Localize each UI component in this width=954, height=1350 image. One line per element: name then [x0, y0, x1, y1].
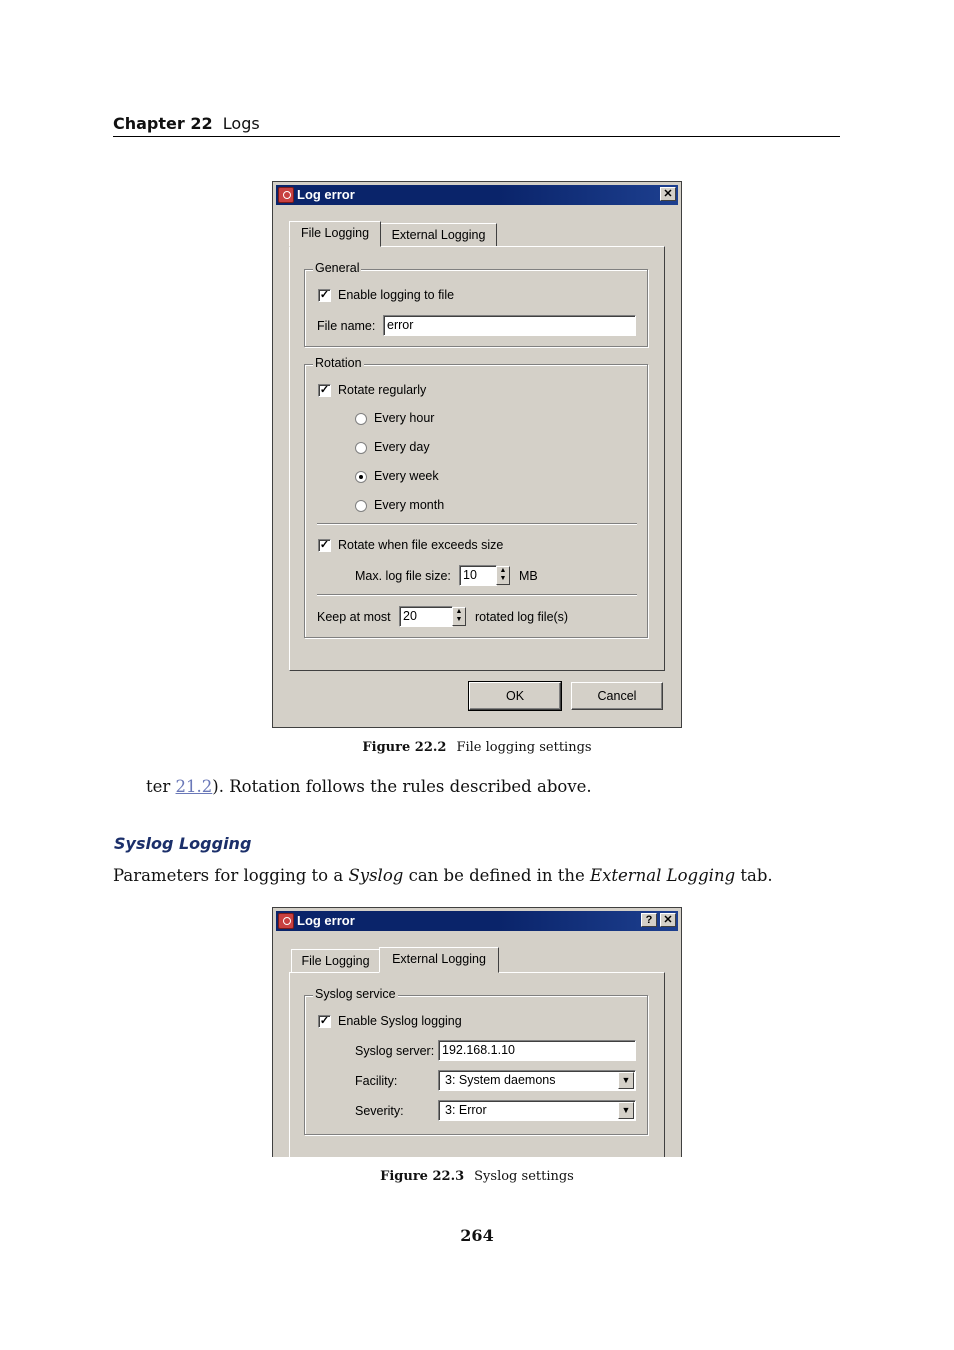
caption-text: File logging settings	[456, 740, 592, 755]
keep-label: Keep at most	[317, 610, 391, 624]
severity-label: Severity:	[355, 1104, 404, 1118]
facility-value: 3: System daemons	[445, 1073, 556, 1087]
help-icon[interactable]: ?	[641, 913, 657, 927]
body2-syslog: Syslog	[348, 866, 404, 885]
max-size-input[interactable]: 10	[459, 565, 497, 586]
body1-suffix: ). Rotation follows the rules described above.	[212, 777, 592, 796]
chevron-down-icon[interactable]: ▼	[618, 1072, 634, 1089]
app-icon-2	[278, 913, 294, 929]
dialog-titlebar-2	[276, 911, 678, 931]
rotate-size-label: Rotate when file exceeds size	[338, 538, 504, 552]
severity-select[interactable]	[438, 1100, 636, 1121]
every-day-label: Every day	[374, 440, 430, 454]
enable-syslog-checkbox[interactable]: ✓	[319, 1015, 330, 1027]
radio-every-hour[interactable]	[355, 413, 367, 425]
tab-panel-2	[289, 972, 665, 1157]
body-paragraph-1	[146, 777, 592, 796]
syslog-group	[304, 987, 648, 1135]
log-error-dialog-file	[272, 181, 682, 728]
facility-label: Facility:	[355, 1074, 398, 1088]
chevron-down-icon[interactable]: ▼	[618, 1102, 634, 1119]
every-month-label: Every month	[374, 498, 445, 512]
every-hour-label: Every hour	[374, 411, 435, 425]
max-size-label: Max. log file size:	[355, 569, 451, 583]
ok-button[interactable]: OK	[469, 682, 561, 710]
tab-external-logging-2[interactable]: External Logging	[379, 947, 499, 973]
cancel-button[interactable]: Cancel	[571, 682, 663, 710]
rotation-group-label: Rotation	[315, 356, 362, 370]
syslog-group-label: Syslog service	[315, 987, 396, 1001]
tab-file-logging[interactable]: File Logging	[289, 221, 381, 247]
syslog-server-label: Syslog server:	[355, 1044, 435, 1058]
radio-every-day[interactable]	[355, 442, 367, 454]
tab-file-logging-2[interactable]: File Logging	[291, 949, 380, 973]
keep-divider	[317, 594, 637, 596]
rotate-regularly-label: Rotate regularly	[338, 383, 427, 397]
syslog-server-input[interactable]: 192.168.1.10	[438, 1040, 636, 1061]
body2-e: tab.	[735, 866, 773, 885]
rotation-divider	[317, 523, 637, 525]
page-number: 264	[460, 1226, 494, 1245]
max-size-unit: MB	[519, 569, 538, 583]
chapter-title: Logs	[222, 114, 260, 133]
file-name-input[interactable]: error	[383, 315, 636, 336]
rotate-regularly-checkbox[interactable]: ✓	[319, 384, 330, 396]
chapter-number: Chapter 22	[113, 114, 213, 133]
caption-number-2: Figure 22.3	[380, 1169, 465, 1184]
rotate-size-checkbox[interactable]: ✓	[319, 539, 330, 551]
body-paragraph-2	[113, 866, 773, 885]
close-icon-2[interactable]: ✕	[660, 913, 676, 927]
figure-caption-22-3	[272, 1169, 682, 1184]
caption-text-2: Syslog settings	[474, 1169, 574, 1184]
facility-select[interactable]	[438, 1070, 636, 1091]
keep-spinner[interactable]: ▲ ▼	[452, 607, 466, 626]
section-link[interactable]: 21.2	[175, 777, 213, 796]
rotation-group	[304, 356, 648, 638]
severity-value: 3: Error	[445, 1103, 487, 1117]
body2-a: Parameters for logging to a	[113, 866, 349, 885]
radio-every-week[interactable]	[355, 471, 367, 483]
file-name-label: File name:	[317, 319, 376, 333]
log-error-dialog-syslog	[272, 907, 682, 1157]
enable-logging-label: Enable logging to file	[338, 288, 455, 302]
dialog-title-2: Log error	[297, 913, 355, 928]
tab-external-logging[interactable]: External Logging	[380, 223, 497, 247]
body1-prefix: ter	[146, 777, 176, 796]
dialog-title: Log error	[297, 187, 355, 202]
figure-caption-22-2	[272, 740, 682, 755]
body2-external-logging: External Logging	[590, 866, 736, 885]
keep-input[interactable]: 20	[399, 606, 453, 627]
body2-c: can be defined in the	[403, 866, 591, 885]
section-heading: Syslog Logging	[114, 834, 252, 853]
radio-every-month[interactable]	[355, 500, 367, 512]
general-group	[304, 261, 648, 347]
enable-logging-checkbox[interactable]: ✓	[319, 289, 330, 301]
keep-suffix: rotated log file(s)	[475, 610, 569, 624]
dialog-titlebar	[276, 185, 678, 205]
max-size-spinner[interactable]: ▲ ▼	[496, 566, 510, 585]
general-group-label: General	[315, 261, 360, 275]
tab-panel	[289, 246, 665, 671]
every-week-label: Every week	[374, 469, 439, 483]
enable-syslog-label: Enable Syslog logging	[338, 1014, 462, 1028]
running-header	[113, 114, 840, 137]
caption-number: Figure 22.2	[362, 740, 447, 755]
close-icon[interactable]: ✕	[660, 187, 676, 201]
app-icon	[278, 187, 294, 203]
